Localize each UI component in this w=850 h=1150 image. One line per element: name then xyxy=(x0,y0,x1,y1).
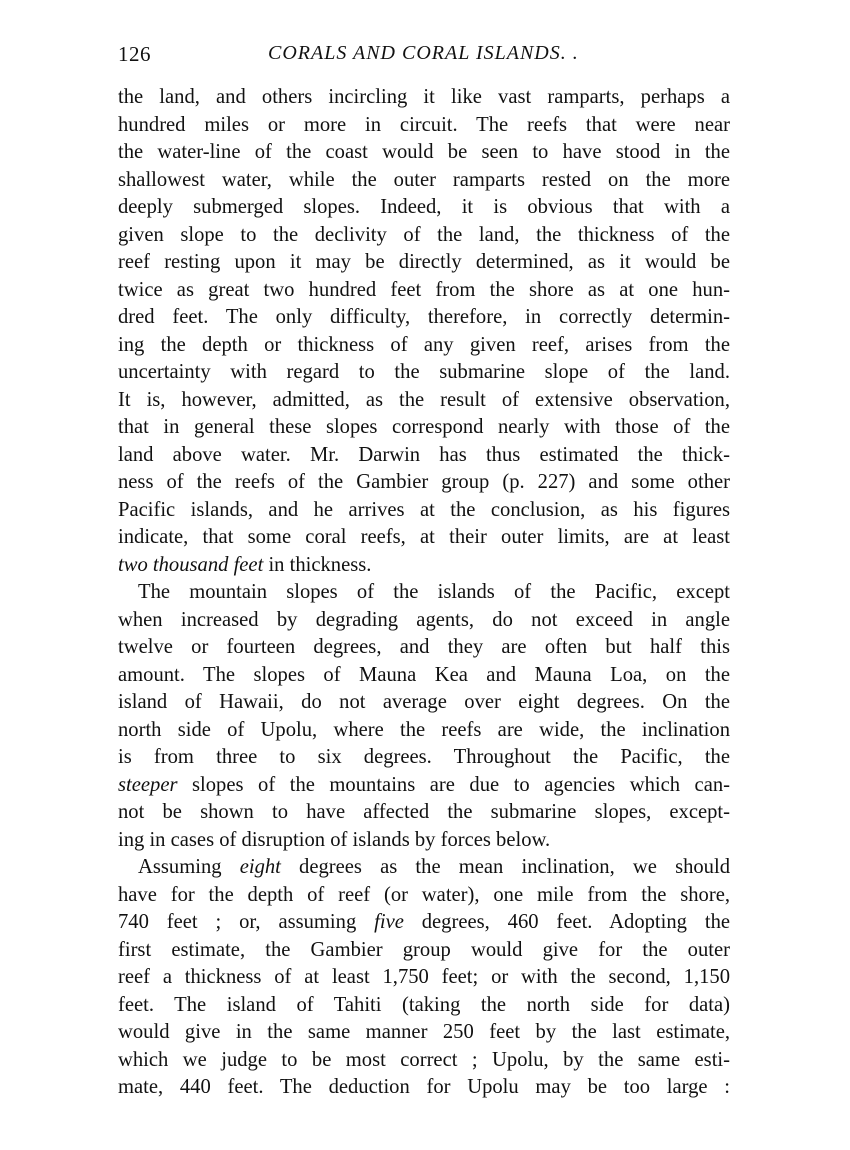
text-line: mate, 440 feet. The deduction for Upolu may be too large : xyxy=(118,1076,730,1098)
text-line: indicate, that some coral reefs, at their outer limits, are at least xyxy=(118,526,730,548)
text-line: ing the depth or thickness of any given reef, arises from the xyxy=(118,333,730,356)
running-title: CORALS AND CORAL ISLANDS. . xyxy=(268,42,579,64)
italic-text: eight xyxy=(239,856,281,878)
text-line: ing in cases of disruption of islands by forces below. xyxy=(118,828,551,851)
text-line: the water-line of the coast would be seen to have stood in the xyxy=(118,141,730,163)
text-line: first estimate, the Gambier group would give for the outer xyxy=(118,938,730,961)
text-line: the land, and others incircling it like vast ramparts, perhaps a xyxy=(118,86,730,108)
text-line: is from three to six degrees. Throughout the Pacific, the xyxy=(118,746,730,768)
text-line: hundred miles or more in circuit. The reefs that were near xyxy=(118,113,730,136)
text-line: It is, however, admitted, as the result of extensive observation, xyxy=(118,388,730,411)
body-text xyxy=(118,84,730,1102)
text-line xyxy=(118,854,730,882)
text-line: land above water. Mr. Darwin has thus estimated the thick- xyxy=(118,443,730,466)
text-line: Pacific islands, and he arrives at the conclusion, as his figures xyxy=(118,498,730,521)
text-line: when increased by degrading agents, do not exceed in angle xyxy=(118,608,730,631)
text-run: Assuming xyxy=(138,856,240,878)
page-number: 126 xyxy=(118,42,151,66)
text-line: feet. The island of Tahiti (taking the north side for data) xyxy=(118,993,730,1016)
text-line: twice as great two hundred feet from the shore as at one hun- xyxy=(118,278,730,301)
text-run: slopes of the mountains are due to agencies which can- xyxy=(177,773,730,796)
text-line: island of Hawaii, do not average over eight degrees. On the xyxy=(118,691,730,713)
text-line: twelve or fourteen degrees, and they are often but half this xyxy=(118,636,730,658)
text-line: have for the depth of reef (or water), one mile from the shore, xyxy=(118,883,730,906)
text-line: north side of Upolu, where the reefs are wide, the inclination xyxy=(118,718,730,741)
text-line: given slope to the declivity of the land, the thickness of the xyxy=(118,223,730,246)
page-header xyxy=(118,38,730,68)
text-line: The mountain slopes of the islands of the Pacific, except xyxy=(138,581,730,603)
italic-text: five xyxy=(374,911,404,933)
text-line: reef a thickness of at least 1,750 feet; or with the second, 1,150 xyxy=(118,966,730,988)
italic-text: two thousand feet xyxy=(118,553,264,576)
text-run: in thickness. xyxy=(263,553,372,576)
text-run: degrees as the mean inclination, we should xyxy=(280,856,730,878)
text-line: which we judge to be most correct ; Upolu, by the same esti- xyxy=(118,1048,730,1071)
text-line: not be shown to have affected the submarine slopes, except- xyxy=(118,801,730,823)
text-line xyxy=(118,552,730,580)
text-line: would give in the same manner 250 feet by the last estimate, xyxy=(118,1021,730,1043)
text-line: deeply submerged slopes. Indeed, it is obvious that with a xyxy=(118,196,730,218)
text-line: amount. The slopes of Mauna Kea and Mauna Loa, on the xyxy=(118,663,730,686)
text-line: uncertainty with regard to the submarine slope of the land. xyxy=(118,361,730,383)
text-line: dred feet. The only difficulty, therefore, in correctly determin- xyxy=(118,306,730,328)
italic-text: steeper xyxy=(118,773,178,796)
text-run: 740 feet ; or, assuming xyxy=(118,911,375,933)
text-line: reef resting upon it may be directly determined, as it would be xyxy=(118,251,730,273)
text-line xyxy=(118,909,730,937)
text-line: shallowest water, while the outer ramparts rested on the more xyxy=(118,168,730,191)
text-run: degrees, 460 feet. Adopting the xyxy=(403,911,731,933)
text-line: ness of the reefs of the Gambier group (p. 227) and some other xyxy=(118,471,730,493)
text-line: that in general these slopes correspond nearly with those of the xyxy=(118,416,730,438)
text-line xyxy=(118,772,730,800)
